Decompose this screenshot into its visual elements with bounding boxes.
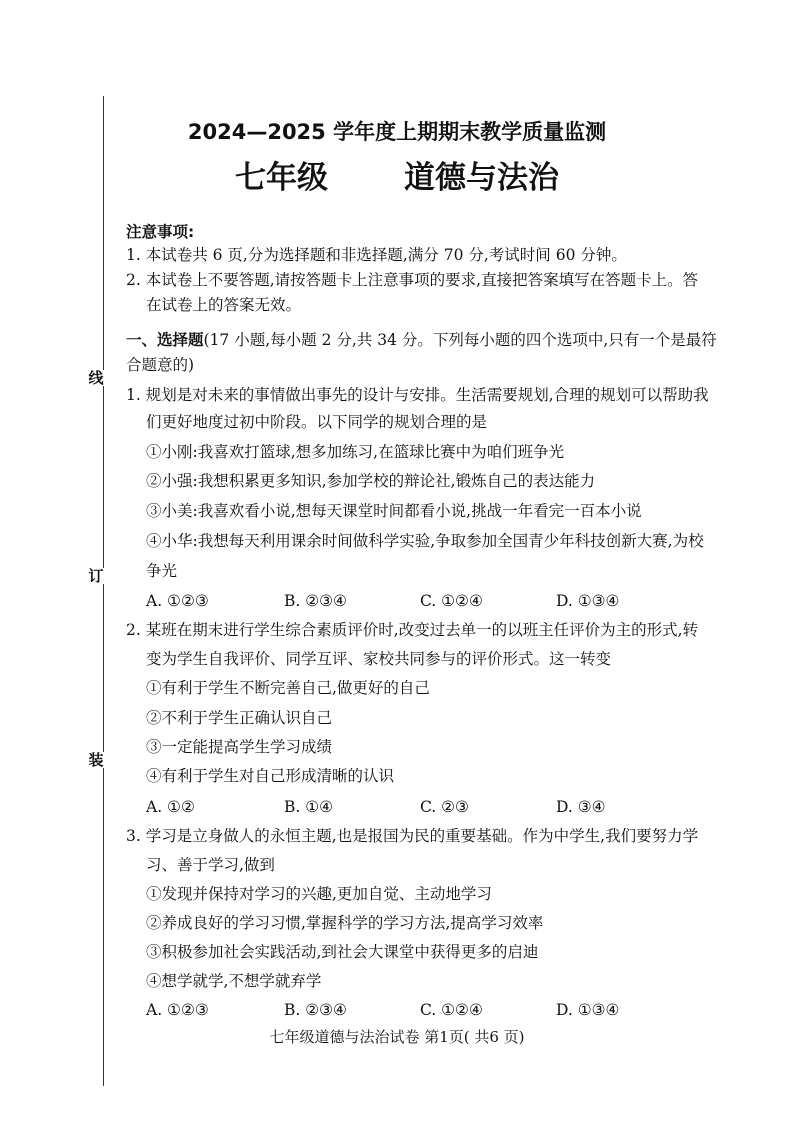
q2-statement-1: ①有利于学生不断完善自己,做更好的自己 [146,679,430,697]
q3-option-b: B. ②③④ [284,1001,347,1019]
q2-stem-b: 变为学生自我评价、同学互评、家校共同参与的评价形式。这一转变 [146,650,612,668]
q1-stem-a: 1. 规划是对未来的事情做出事先的设计与安排。生活需要规划,合理的规划可以帮助我 [126,386,709,404]
binding-char-xian: 线 [88,369,104,387]
q2-option-a: A. ①② [146,798,195,816]
notes-item-2a: 2. 本试卷上不要答题,请按答题卡上注意事项的要求,直接把答案填写在答题卡上。答 [126,271,699,289]
q1-stem-b: 们更好地度过初中阶段。以下同学的规划合理的是 [146,413,488,431]
section1-desc-a: (17 小题,每小题 2 分,共 34 分。下列每小题的四个选项中,只有一个是最符 [203,331,717,349]
page-footer: 七年级道德与法治试卷 第1页( 共6 页) [269,1028,525,1046]
section1-heading: 一、选择题 [126,331,204,349]
q3-option-c: C. ①②④ [420,1001,483,1019]
q2-statement-4: ④有利于学生对自己形成清晰的认识 [146,767,395,785]
q2-option-d: D. ③④ [556,798,606,816]
q3-option-d: D. ①③④ [556,1001,620,1019]
grade-label: 七年级 [235,160,328,196]
binding-char-ding: 订 [88,567,104,585]
section1-desc-b: 合题意的) [126,356,195,374]
q3-statement-1: ①发现并保持对学习的兴趣,更加自觉、主动地学习 [146,885,492,903]
q1-statement-3: ③小美:我喜欢看小说,想每天课堂时间都看小说,挑战一年看完一百本小说 [146,502,642,520]
q1-option-d: D. ①③④ [556,592,620,610]
section1-intro [126,330,717,350]
q3-statement-3: ③积极参加社会实践活动,到社会大课堂中获得更多的启迪 [146,943,539,961]
q3-statement-4: ④想学就学,不想学就弃学 [146,972,322,990]
q3-option-a: A. ①②③ [146,1001,209,1019]
binding-char-zhuang: 装 [88,751,104,769]
q1-statement-4a: ④小华:我想每天利用课余时间做科学实验,争取参加全国青少年科技创新大赛,为校 [146,532,704,550]
q1-statement-2: ②小强:我想积累更多知识,参加学校的辩论社,锻炼自己的表达能力 [146,472,596,490]
q1-option-c: C. ①②④ [420,592,483,610]
binding-line [103,96,104,1086]
q3-stem-b: 习、善于学习,做到 [146,856,275,874]
q2-stem-a: 2. 某班在期末进行学生综合素质评价时,改变过去单一的以班主任评价为主的形式,转 [126,621,699,639]
notes-heading: 注意事项: [126,223,195,241]
q1-option-b: B. ②③④ [284,592,347,610]
q2-statement-2: ②不利于学生正确认识自己 [146,709,333,727]
q2-option-b: B. ①④ [284,798,334,816]
q3-statement-2: ②养成良好的学习习惯,掌握科学的学习方法,提高学习效率 [146,914,544,932]
exam-subtitle [0,152,794,197]
q2-option-c: C. ②③ [420,798,469,816]
exam-title: 2024—2025 学年度上期期末教学质量监测 [187,120,607,144]
q1-statement-1: ①小刚:我喜欢打篮球,想多加练习,在篮球比赛中为咱们班争光 [146,443,565,461]
q2-statement-3: ③一定能提高学生学习成绩 [146,738,333,756]
notes-item-1: 1. 本试卷共 6 页,分为选择题和非选择题,满分 70 分,考试时间 60 分钟。 [126,246,627,264]
q1-statement-4b: 争光 [146,562,178,580]
notes-item-2b: 在试卷上的答案无效。 [146,296,302,314]
q3-stem-a: 3. 学习是立身做人的永恒主题,也是报国为民的重要基础。作为中学生,我们要努力学 [126,827,699,845]
q1-option-a: A. ①②③ [146,592,209,610]
subject-label: 道德与法治 [404,160,559,196]
